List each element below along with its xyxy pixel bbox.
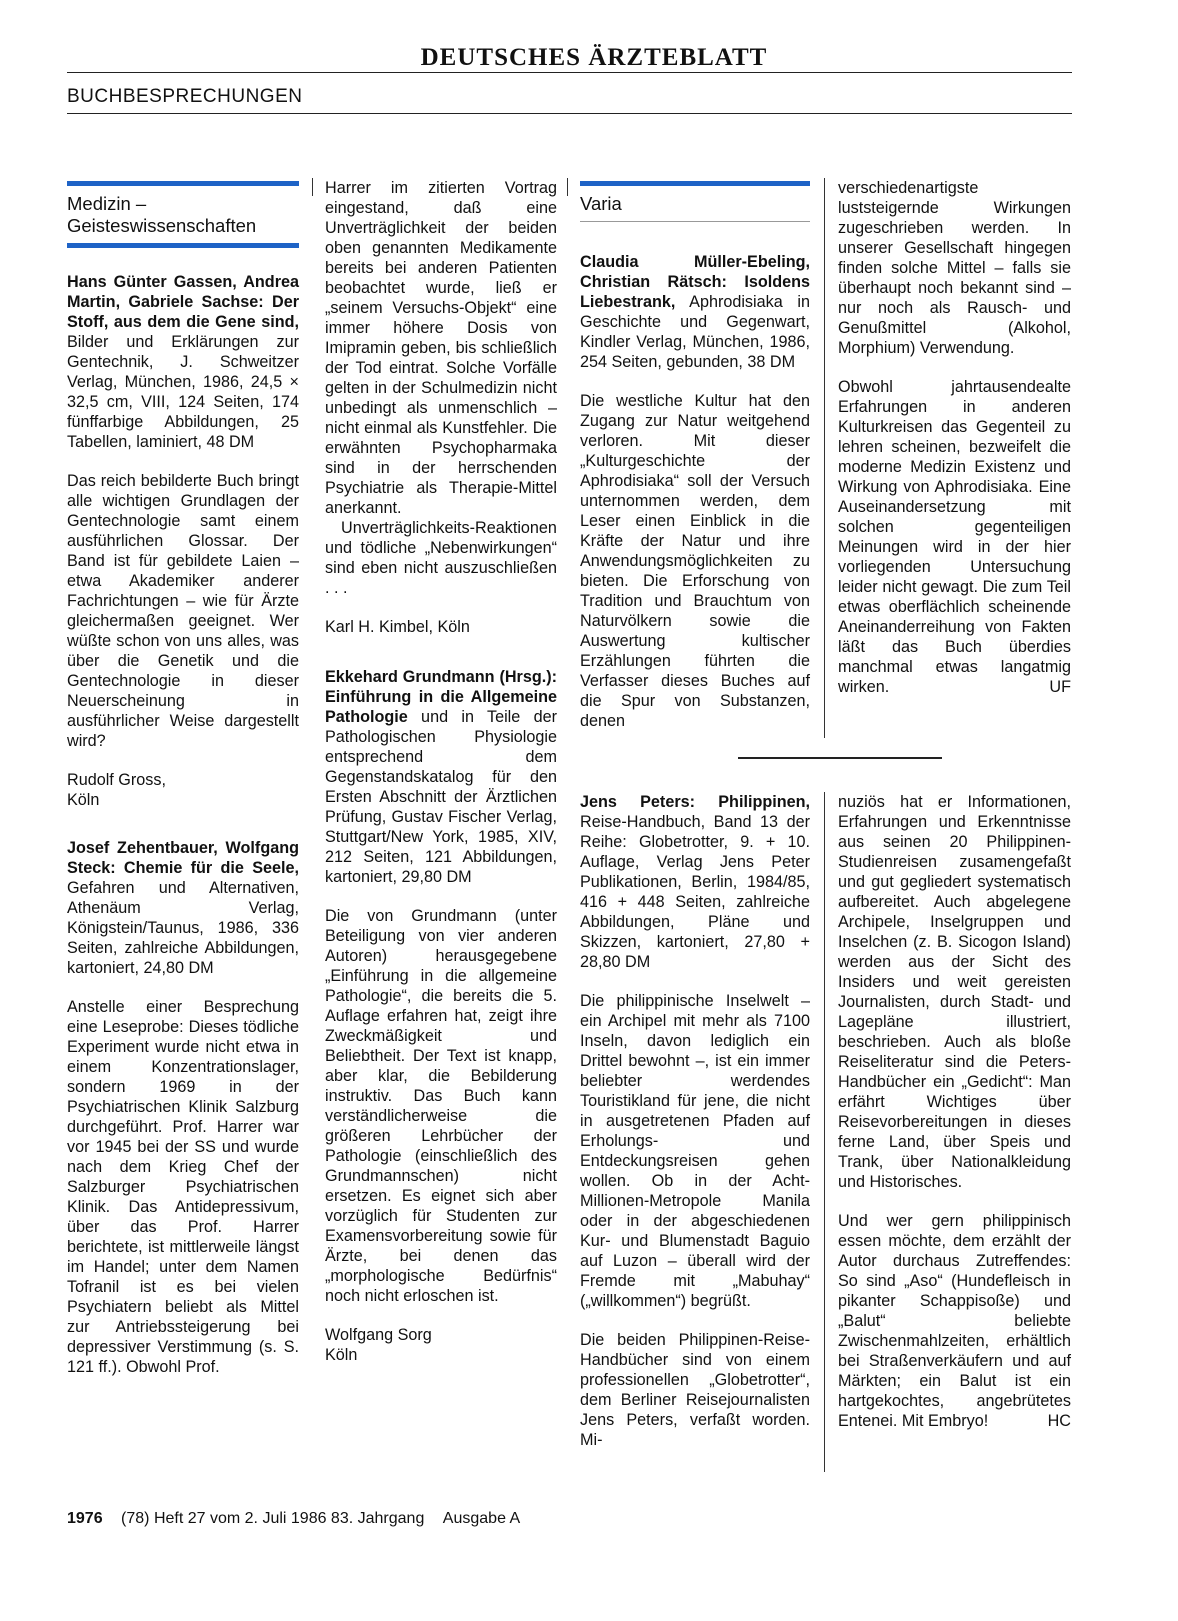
- column-4: [838, 178, 1071, 697]
- review-body: Das reich bebilderte Buch bringt alle wichtigen Grundlagen der Gentechnologie samt einem ausführlichen Glossar. Der Band ist für gebildete Laien – etwa Akademiker anderer Fachrichtungen – wie für Ärzte gleichermaßen geeignet. Wer wüßte schon von uns alles, was über die Genetik und die Gentechnologie in dieser Neuerscheinung in ausführlicher Weise dargestellt wird?: [67, 472, 299, 750]
- column-divider: [824, 178, 825, 738]
- review-heading: Ekkehard Grundmann (Hrsg.): Einführung in die Allgemeine Pathologie und in Teile der Pathologischen Physiologie entsprechend dem Gegenstandskatalog für den Ersten Abschnitt der Ärztlichen Prüfung, Gustav Fischer Verlag, Stuttgart/New York, 1985, XIV, 212 Seiten, 121 Abbildungen, kartoniert, 29,80 DM: [325, 668, 557, 886]
- review-body: Und wer gern philippinisch essen möchte, dem erzählt der Autor durchaus Zutreffendes: So sind „Aso“ (Hundefleisch in pikanter Schappisoße) und „Balut“ beliebte Zwischenmahlzeiten, erhältlich bei Straßenverkäufern und auf Märkten; ein Balut ist ein hartgekochtes, angebrütetes Entenei. Mit Embryo! HC: [838, 1212, 1071, 1430]
- reviewer-signature: Karl H. Kimbel, Köln: [325, 618, 470, 636]
- column-divider: [824, 792, 825, 1472]
- review-separator: [738, 757, 942, 759]
- review-body: Die von Grundmann (unter Beteiligung von vier anderen Autoren) herausgegebene „Einführung in die allgemeine Pathologie“, die bereits die 5. Auflage erfahren hat, zeigt ihre Zweckmäßigkeit und Beliebtheit. Der Text ist knapp, aber klar, die Bebilderung instruktiv. Das Buch kann verständlicherweise die größeren Lehrbücher der Pathologie (einschließlich des Grundmannschen) nicht ersetzen. Es eignet sich aber vorzüglich für Studenten zur Examensvorbereitung sowie für Ärzte, bei denen das „morphologische Bedürfnis“ noch nicht erloschen ist.: [325, 907, 557, 1305]
- category-title: Medizin – Geisteswissenschaften: [67, 193, 257, 236]
- masthead: DEUTSCHES ÄRZTEBLATT: [420, 44, 768, 71]
- category-bar-bottom: [580, 221, 810, 222]
- category-medizin: [67, 181, 299, 248]
- column-divider: [312, 178, 313, 196]
- reviewer-initials: UF: [1049, 678, 1071, 696]
- review-body: Unverträglichkeits-Reaktionen und tödliche „Nebenwirkungen“ sind eben nicht auszuschließen . . .: [325, 519, 557, 597]
- review-body: Anstelle einer Besprechung eine Leseprobe: Dieses tödliche Experiment wurde nicht etwa in einem Konzentrationslager, sondern 1969 in der Psychiatrischen Klinik Salzburg durchgeführt. Prof. Harrer war vor 1945 bei der SS und wurde nach dem Krieg Chef der Salzburger Psychiatrischen Klinik. Das Antidepressivum, über das Prof. Harrer berichtete, ist mittlerweile längst im Handel; unter dem Namen Tofranil ist es bei vielen Psychiatern beliebt als Mittel zur Antriebssteigerung bei depressiver Verstimmung (s. S. 121 ff.). Obwohl Prof.: [67, 998, 299, 1376]
- page-footer: [67, 1510, 520, 1528]
- review-body: Die westliche Kultur hat den Zugang zur Natur weitgehend verloren. Mit dieser „Kulturgeschichte der Aphrodisiaka“ soll der Versuch unternommen werden, dem Leser einen Einblick in die Kräfte der Natur und ihre Anwendungsmöglichkeiten zu bieten. Die Erforschung von Tradition und Brauchtum von Naturvölkern sowie die Auswertung kultischer Erzählungen führten die Verfasser dieses Buches auf die Spur von Substanzen, denen: [580, 392, 810, 730]
- page-number: 1976: [67, 1510, 103, 1527]
- review-heading: Claudia Müller-Ebeling, Christian Rätsch: Isoldens Liebestrank, Aphrodisiaka in Geschichte und Gegenwart, Kindler Verlag, München, 1986, 254 Seiten, gebunden, 38 DM: [580, 253, 810, 371]
- issue-info: (78) Heft 27 vom 2. Juli 1986 83. Jahrgang: [121, 1510, 425, 1527]
- review-body: Die beiden Philippinen-Reise-Handbücher sind von einem professionellen „Globetrotter“, dem Berliner Reisejournalisten Jens Peters, verfaßt worden. Mi-: [580, 1331, 810, 1449]
- section-title: BUCHBESPRECHUNGEN: [67, 86, 303, 107]
- category-varia: [580, 181, 810, 222]
- review-body: Obwohl jahrtausendealte Erfahrungen in anderen Kulturkreisen das Gegenteil zu lehren scheinen, bezweifelt die moderne Medizin Existenz und Wirkung von Aphrodisiaka. Eine Auseinandersetzung mit solchen gegenteiligen Meinungen wird in der hier vorliegenden Untersuchung leider nicht gewagt. Die zum Teil etwas oberflächlich scheinende Aneinanderreihung von Fakten läßt das Buch überdies manchmal etwas langatmig wirken. UF: [838, 378, 1071, 696]
- category-bar-bottom: [67, 243, 299, 248]
- category-title: Varia: [580, 193, 622, 214]
- column-1: [67, 272, 299, 1377]
- reviewer-signature: Rudolf Gross, Köln: [67, 771, 166, 809]
- section-rule: [67, 113, 1072, 114]
- column-3-lower: [580, 792, 810, 1450]
- reviewer-initials: HC: [1047, 1412, 1071, 1430]
- review-body: nuziös hat er Informationen, Erfahrungen und Erkenntnisse aus seinen 20 Philippinen-Studienreisen zusamengefaßt und gut gegliedert systematisch aufbereitet. Auch abgelegene Archipele, Inselgruppen und Inselchen (z. B. Sicogon Island) werden aus der Sicht des Insiders und weit gereisten Journalisten, durch Stadt- und Lagepläne illustriert, beschrieben. Auch als bloße Reiseliteratur sind die Peters-Handbücher ein „Gedicht“: Man erfährt Wichtiges über Reisevorbereitungen in dieses ferne Land, über Speis und Trank, über Nationalkleidung und Historisches.: [838, 793, 1071, 1191]
- edition-info: Ausgabe A: [442, 1510, 521, 1527]
- column-2: [325, 178, 557, 1384]
- review-body: Harrer im zitierten Vortrag eingestand, daß eine Unverträglichkeit der beiden oben genannten Medikamente bereits bei anderen Patienten beobachtet wurde, ließ er „seinem Versuchs-Objekt“ eine immer höhere Dosis von Imipramin geben, bis schließlich der Tod eintrat. Solche Vorfälle gelten in der Schulmedizin nicht unbedingt als unmenschlich – nicht einmal als Kunstfehler. Die erwähnten Psychopharmaka sind in der herrschenden Psychiatrie als Therapie-Mittel anerkannt.: [325, 179, 557, 517]
- review-heading: Hans Günter Gassen, Andrea Martin, Gabriele Sachse: Der Stoff, aus dem die Gene sind, Bilder und Erklärungen zur Gentechnik, J. Schweitzer Verlag, München, 1986, 24,5 × 32,5 cm, VIII, 124 Seiten, 174 fünffarbige Abbildungen, 25 Tabellen, laminiert, 48 DM: [67, 273, 299, 451]
- review-heading: Josef Zehentbauer, Wolfgang Steck: Chemie für die Seele, Gefahren und Alternativen, Athenäum Verlag, Königstein/Taunus, 1986, 336 Seiten, zahlreiche Abbildungen, kartoniert, 24,80 DM: [67, 839, 299, 977]
- review-body: verschiedenartigste luststeigernde Wirkungen zugeschrieben werden. In unserer Gesellschaft hingegen finden solche Mittel – falls sie überhaupt noch bekannt sind – nur noch als Rausch- und Genußmittel (Alkohol, Morphium) Verwendung.: [838, 179, 1071, 357]
- column-3: [580, 252, 810, 731]
- column-divider: [567, 178, 568, 196]
- column-4-lower: [838, 792, 1071, 1431]
- reviewer-signature: Wolfgang Sorg Köln: [325, 1326, 432, 1364]
- masthead-rule: [67, 72, 1072, 73]
- review-heading: Jens Peters: Philippinen, Reise-Handbuch, Band 13 der Reihe: Globetrotter, 9. + 10. Auflage, Verlag Jens Peter Publikationen, Berlin, 1984/85, 416 + 448 Seiten, zahlreiche Abbildungen, Pläne und Skizzen, kartoniert, 27,80 + 28,80 DM: [580, 793, 810, 971]
- review-body: Die philippinische Inselwelt – ein Archipel mit mehr als 7100 Inseln, davon lediglich ein Drittel bewohnt –, ist ein immer beliebter werdendes Touristikland für jene, die nicht in ausgetretenen Pfaden auf Erholungs- und Entdeckungsreisen gehen wollen. Ob in der Acht-Millionen-Metropole Manila oder in der abgeschiedenen Kur- und Blumenstadt Baguio auf Luzon – überall wird der Fremde mit „Mabuhay“ („willkommen“) begrüßt.: [580, 992, 810, 1310]
